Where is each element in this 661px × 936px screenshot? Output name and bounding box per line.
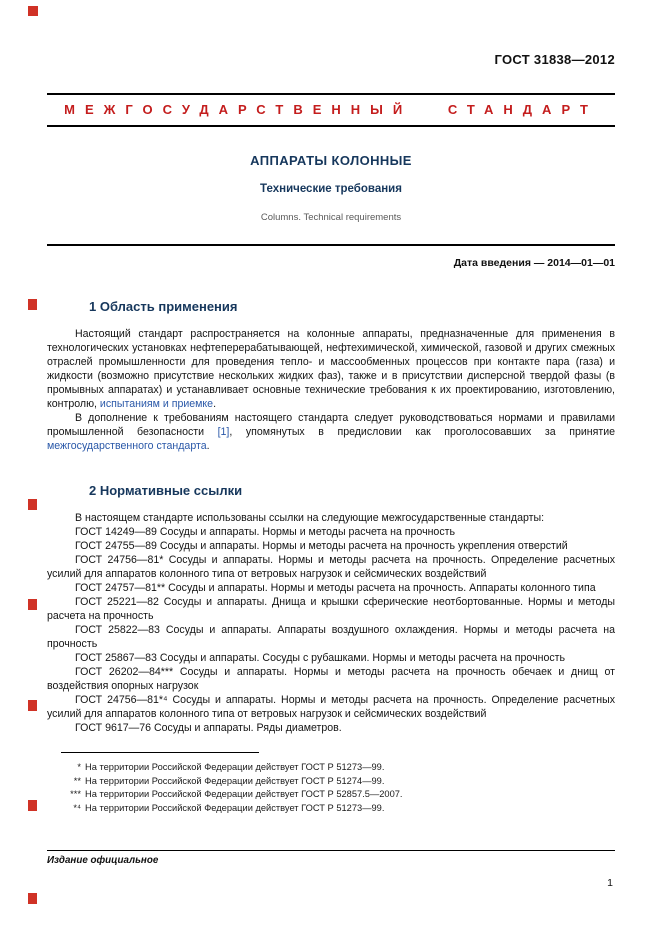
text-run: ГОСТ 26202—84*** Сосуды и аппараты. Нормы и методы расчета на прочность обечаек и днищ от воздействия опорных нагрузок — [47, 666, 615, 692]
text-run: В дополнение к требованиям настоящего стандарта следует руководствоваться нормами и правилами промышленной безопасности — [47, 412, 615, 438]
text-run: ГОСТ 25867—83 Сосуды и аппараты. Сосуды с рубашками. Нормы и методы расчета на прочность — [75, 652, 566, 664]
paragraph — [47, 651, 615, 665]
footnote-text: На территории Российской Федерации действует ГОСТ Р 51273—99. — [85, 762, 385, 772]
paragraph — [47, 721, 615, 735]
footnote — [47, 775, 615, 789]
text-link[interactable]: испытаниям и приемке — [99, 398, 214, 410]
paragraph — [47, 539, 615, 553]
text-run: ГОСТ 14249—89 Сосуды и аппараты. Нормы и методы расчета на прочность — [75, 526, 455, 538]
header-divider — [47, 244, 615, 246]
footnote-text: На территории Российской Федерации действует ГОСТ Р 51273—99. — [85, 802, 385, 813]
paragraph — [47, 525, 615, 539]
red-registration-mark — [28, 499, 37, 510]
footnote — [47, 788, 615, 802]
text-run: Настоящий стандарт распространяется на колонные аппараты, предназначенные для применения в технологических установках нефтеперерабатывающей, нефтехимической, химической, газовой и других смежных отраслей промышленности для проведения тепло- и массообменных процессов при контакте пара (газа) и жидкости (возможно присутствие нескольких жидких фаз), также и в присутствии дисперсной твердой фазы (в промывных аппаратах) и устанавливает основные технические требования к их проектированию, изготовлению, контролю, — [47, 328, 615, 410]
footnote-marker: *⁴ — [73, 802, 81, 813]
paragraph — [47, 511, 615, 525]
page-footer — [47, 850, 615, 889]
red-registration-mark — [28, 599, 37, 610]
paragraph — [47, 623, 615, 651]
red-registration-mark — [28, 700, 37, 711]
text-link[interactable]: [1] — [217, 426, 230, 438]
paragraph — [47, 595, 615, 623]
paragraph — [47, 581, 615, 595]
red-registration-mark — [28, 800, 37, 811]
document-title: АППАРАТЫ КОЛОННЫЕ — [250, 153, 412, 168]
footnote-marker: * — [77, 762, 81, 772]
footnote-marker: *** — [70, 789, 81, 799]
footnotes-list — [47, 761, 615, 815]
text-run: ГОСТ 25221—82 Сосуды и аппараты. Днища и крышки сферические неотбортованные. Нормы и методы расчета на прочность — [47, 596, 615, 622]
document-subtitle-english: Columns. Technical requirements — [260, 212, 402, 223]
standard-type-banner: МЕЖГОСУДАРСТВЕННЫЙ СТАНДАРТ — [47, 93, 615, 127]
text-run: ГОСТ 24755—89 Сосуды и аппараты. Нормы и методы расчета на прочность укрепления отверстий — [75, 540, 568, 552]
text-run: В настоящем стандарте использованы ссылки на следующие межгосударственные стандарты: — [75, 512, 545, 524]
red-registration-mark — [28, 893, 37, 904]
text-run: ГОСТ 24757—81** Сосуды и аппараты. Нормы и методы расчета на прочность. Аппараты колонного типа — [75, 582, 596, 594]
footnote — [47, 761, 615, 775]
text-link[interactable]: межгосударственного стандарта — [47, 440, 207, 452]
doc-code: ГОСТ 31838—2012 — [494, 52, 615, 67]
text-run: . — [213, 398, 217, 410]
text-run: ГОСТ 24756—81*⁴ Сосуды и аппараты. Нормы и методы расчета на прочность. Определение расчетных усилий для аппаратов колонного типа от ветровых нагрузок и сейсмических воздействий — [47, 694, 615, 720]
text-run: ГОСТ 9617—76 Сосуды и аппараты. Ряды диаметров. — [75, 722, 342, 734]
text-run: . — [206, 440, 210, 452]
text-run: ГОСТ 24756—81* Сосуды и аппараты. Нормы и методы расчета на прочность. Определение расчетных усилий для аппаратов колонного типа от ветровых нагрузок и сейсмических воздействий — [47, 554, 615, 580]
section-heading: 2 Нормативные ссылки — [89, 483, 243, 498]
text-run: , упомянутых в предисловии как проголосовавших за принятие — [229, 426, 616, 438]
effective-date: Дата введения — 2014—01—01 — [453, 257, 615, 269]
paragraph — [47, 327, 615, 411]
paragraph — [47, 411, 615, 453]
paragraph — [47, 665, 615, 693]
paragraph — [47, 553, 615, 581]
page-number: 1 — [607, 877, 613, 889]
footnote-marker: ** — [73, 775, 81, 786]
footnote-divider — [61, 752, 259, 753]
text-run: ГОСТ 25822—83 Сосуды и аппараты. Аппараты воздушного охлаждения. Нормы и методы расчета на прочность — [47, 624, 615, 650]
document-subtitle: Технические требования — [260, 183, 402, 195]
paragraph — [47, 693, 615, 721]
footnote-text: На территории Российской Федерации действует ГОСТ Р 51274—99. — [85, 775, 385, 786]
footnotes-block — [47, 752, 615, 815]
footnote-text: На территории Российской Федерации действует ГОСТ Р 52857.5—2007. — [85, 789, 403, 799]
section-heading: 1 Область применения — [89, 299, 238, 314]
document-body — [47, 299, 615, 735]
red-registration-mark — [28, 6, 38, 16]
red-registration-mark — [28, 299, 37, 310]
footnote — [47, 802, 615, 816]
edition-note: Издание официальное — [47, 855, 159, 866]
